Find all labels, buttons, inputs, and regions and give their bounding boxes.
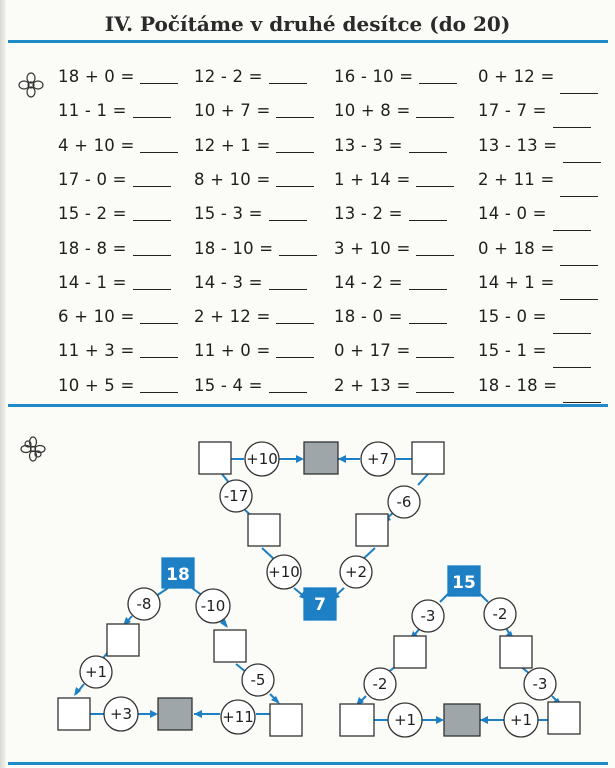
exercise-text: 2 + 12 = bbox=[194, 307, 271, 327]
exercise-text: 11 + 0 = bbox=[194, 341, 271, 361]
answer-blank[interactable] bbox=[140, 83, 178, 84]
divider-middle bbox=[8, 404, 608, 407]
exercise bbox=[58, 307, 178, 326]
answer-blank[interactable] bbox=[416, 117, 454, 118]
answer-blank[interactable] bbox=[276, 357, 314, 358]
op-label: +10 bbox=[246, 450, 278, 468]
exercise bbox=[194, 273, 307, 292]
exercise-text: 3 + 10 = bbox=[334, 238, 411, 258]
exercise bbox=[334, 170, 454, 189]
exercise bbox=[194, 204, 307, 223]
exercise-text: 15 - 1 = bbox=[478, 341, 547, 361]
op-label: +3 bbox=[109, 705, 133, 723]
answer-blank[interactable] bbox=[276, 152, 314, 153]
exercise bbox=[194, 136, 314, 155]
op-label: -8 bbox=[136, 595, 152, 613]
exercise bbox=[194, 67, 307, 86]
answer-blank[interactable] bbox=[133, 117, 171, 118]
exercise bbox=[58, 101, 171, 120]
answer-blank[interactable] bbox=[140, 392, 178, 393]
calc-diagram bbox=[0, 410, 615, 762]
exercise-text: 4 + 10 = bbox=[58, 135, 135, 155]
exercise-text: 11 + 3 = bbox=[58, 341, 135, 361]
divider-bottom bbox=[8, 762, 608, 765]
exercise bbox=[194, 101, 314, 120]
exercise-text: 14 - 0 = bbox=[478, 204, 547, 224]
left-answer-box-4[interactable] bbox=[270, 704, 302, 736]
exercise-text: 10 + 7 = bbox=[194, 101, 271, 121]
exercise-text: 0 + 17 = bbox=[334, 341, 411, 361]
answer-blank[interactable] bbox=[279, 255, 317, 256]
answer-blank[interactable] bbox=[416, 392, 454, 393]
exercise-text: 0 + 12 = bbox=[478, 67, 555, 86]
answer-blank[interactable] bbox=[140, 323, 178, 324]
exercise-text: 6 + 10 = bbox=[58, 307, 135, 327]
op-label: -6 bbox=[396, 493, 412, 511]
left-start-number: 18 bbox=[166, 565, 190, 585]
answer-blank[interactable] bbox=[416, 255, 454, 256]
left-answer-box-3[interactable] bbox=[58, 698, 90, 730]
op-label: -10 bbox=[200, 597, 226, 615]
op-label: -2 bbox=[372, 675, 388, 693]
exercise-text: 14 - 2 = bbox=[334, 272, 403, 292]
answer-blank[interactable] bbox=[133, 186, 171, 187]
top-answer-box-4[interactable] bbox=[356, 514, 388, 546]
answer-blank[interactable] bbox=[560, 299, 598, 300]
exercise bbox=[478, 307, 591, 326]
exercise bbox=[58, 136, 178, 155]
left-answer-box-1[interactable] bbox=[107, 624, 139, 656]
exercise bbox=[194, 307, 314, 326]
answer-blank[interactable] bbox=[140, 152, 178, 153]
answer-blank[interactable] bbox=[269, 220, 307, 221]
page-title: IV. Počítáme v druhé desítce (do 20) bbox=[104, 12, 511, 36]
exercise bbox=[478, 170, 598, 189]
left-result-box[interactable] bbox=[158, 698, 192, 730]
op-label: +11 bbox=[222, 708, 254, 726]
exercise bbox=[194, 239, 317, 258]
answer-blank[interactable] bbox=[409, 289, 447, 290]
exercise bbox=[334, 101, 454, 120]
exercise-text: 11 - 1 = bbox=[58, 101, 127, 121]
exercise bbox=[478, 376, 601, 395]
top-start-number: 7 bbox=[314, 595, 326, 615]
exercise bbox=[334, 67, 457, 86]
exercise bbox=[478, 67, 598, 86]
answer-blank[interactable] bbox=[133, 220, 171, 221]
answer-blank[interactable] bbox=[269, 83, 307, 84]
exercise-text: 13 - 13 = bbox=[478, 135, 558, 155]
answer-blank[interactable] bbox=[133, 255, 171, 256]
divider-top bbox=[8, 40, 608, 43]
exercise-text: 14 + 1 = bbox=[478, 272, 555, 292]
right-answer-box-4[interactable] bbox=[548, 702, 580, 734]
op-label: -5 bbox=[250, 671, 266, 689]
exercise-text: 1 + 14 = bbox=[334, 169, 411, 189]
exercise bbox=[58, 170, 171, 189]
answer-blank[interactable] bbox=[560, 265, 598, 266]
exercise-text: 14 - 1 = bbox=[58, 272, 127, 292]
exercise-text: 16 - 10 = bbox=[334, 67, 414, 86]
answer-blank[interactable] bbox=[553, 367, 591, 368]
right-start-number: 15 bbox=[452, 573, 476, 593]
top-result-box[interactable] bbox=[304, 442, 338, 474]
exercise-text: 13 - 2 = bbox=[334, 204, 403, 224]
answer-blank[interactable] bbox=[563, 402, 601, 403]
exercise bbox=[478, 239, 598, 258]
exercise-text: 18 - 10 = bbox=[194, 238, 274, 258]
exercise-text: 14 - 3 = bbox=[194, 272, 263, 292]
exercise bbox=[478, 101, 591, 120]
exercise bbox=[334, 341, 454, 360]
exercise bbox=[194, 170, 314, 189]
op-label: -3 bbox=[532, 675, 548, 693]
exercise-text: 8 + 10 = bbox=[194, 169, 271, 189]
exercise bbox=[478, 136, 601, 155]
answer-blank[interactable] bbox=[553, 333, 591, 334]
op-label: +1 bbox=[393, 711, 417, 729]
exercise bbox=[334, 273, 447, 292]
answer-blank[interactable] bbox=[276, 117, 314, 118]
answer-blank[interactable] bbox=[409, 323, 447, 324]
answer-blank[interactable] bbox=[409, 220, 447, 221]
exercise bbox=[194, 341, 314, 360]
right-result-box[interactable] bbox=[444, 704, 480, 736]
answer-blank[interactable] bbox=[133, 289, 171, 290]
exercise-text: 12 + 1 = bbox=[194, 135, 271, 155]
answer-blank[interactable] bbox=[269, 392, 307, 393]
exercise bbox=[58, 273, 171, 292]
op-label: +2 bbox=[344, 563, 368, 581]
top-answer-box-1[interactable] bbox=[199, 442, 231, 474]
exercise bbox=[334, 307, 447, 326]
top-answer-box-2[interactable] bbox=[412, 442, 444, 474]
exercise-text: 10 + 5 = bbox=[58, 375, 135, 395]
answer-blank[interactable] bbox=[563, 162, 601, 163]
op-label: -2 bbox=[492, 605, 508, 623]
answer-blank[interactable] bbox=[416, 357, 454, 358]
answer-blank[interactable] bbox=[553, 230, 591, 231]
answer-blank[interactable] bbox=[140, 357, 178, 358]
exercise bbox=[478, 273, 598, 292]
exercise bbox=[334, 204, 447, 223]
exercise bbox=[478, 204, 591, 223]
exercise-text: 2 + 11 = bbox=[478, 169, 555, 189]
op-label: -17 bbox=[223, 487, 249, 505]
answer-blank[interactable] bbox=[409, 152, 447, 153]
exercise bbox=[334, 239, 454, 258]
exercise-text: 18 + 0 = bbox=[58, 67, 135, 86]
exercise-text: 15 - 0 = bbox=[478, 307, 547, 327]
answer-blank[interactable] bbox=[560, 196, 598, 197]
top-answer-box-3[interactable] bbox=[248, 514, 280, 546]
exercise bbox=[194, 376, 307, 395]
exercise bbox=[334, 376, 454, 395]
answer-blank[interactable] bbox=[276, 186, 314, 187]
exercise bbox=[58, 341, 178, 360]
op-label: +10 bbox=[268, 563, 300, 581]
exercise-text: 2 + 13 = bbox=[334, 375, 411, 395]
exercise bbox=[58, 204, 171, 223]
exercise-text: 17 - 0 = bbox=[58, 169, 127, 189]
exercise bbox=[58, 67, 178, 86]
exercise-text: 0 + 18 = bbox=[478, 238, 555, 258]
exercise bbox=[334, 136, 447, 155]
exercise-text: 10 + 8 = bbox=[334, 101, 411, 121]
right-answer-box-3[interactable] bbox=[340, 704, 374, 736]
exercise bbox=[58, 239, 171, 258]
exercise-text: 18 - 18 = bbox=[478, 375, 558, 395]
left-answer-box-2[interactable] bbox=[214, 630, 246, 662]
exercise-text: 13 - 3 = bbox=[334, 135, 403, 155]
exercise-text: 15 - 3 = bbox=[194, 204, 263, 224]
answer-blank[interactable] bbox=[553, 127, 591, 128]
answer-blank[interactable] bbox=[269, 289, 307, 290]
exercise bbox=[478, 341, 591, 360]
exercise-text: 12 - 2 = bbox=[194, 67, 263, 86]
answer-blank[interactable] bbox=[419, 83, 457, 84]
op-label: +7 bbox=[366, 450, 390, 468]
exercise-text: 18 - 0 = bbox=[334, 307, 403, 327]
op-label: -3 bbox=[420, 607, 436, 625]
exercise-text: 15 - 2 = bbox=[58, 204, 127, 224]
op-label: +1 bbox=[84, 663, 108, 681]
answer-blank[interactable] bbox=[276, 323, 314, 324]
answer-blank[interactable] bbox=[416, 186, 454, 187]
exercise bbox=[58, 376, 178, 395]
flower-icon bbox=[18, 72, 44, 98]
right-answer-box-2[interactable] bbox=[500, 636, 532, 668]
exercise-text: 17 - 7 = bbox=[478, 101, 547, 121]
exercise-text: 15 - 4 = bbox=[194, 375, 263, 395]
exercise-text: 18 - 8 = bbox=[58, 238, 127, 258]
op-label: +1 bbox=[509, 711, 533, 729]
right-answer-box-1[interactable] bbox=[394, 636, 426, 668]
answer-blank[interactable] bbox=[560, 93, 598, 94]
